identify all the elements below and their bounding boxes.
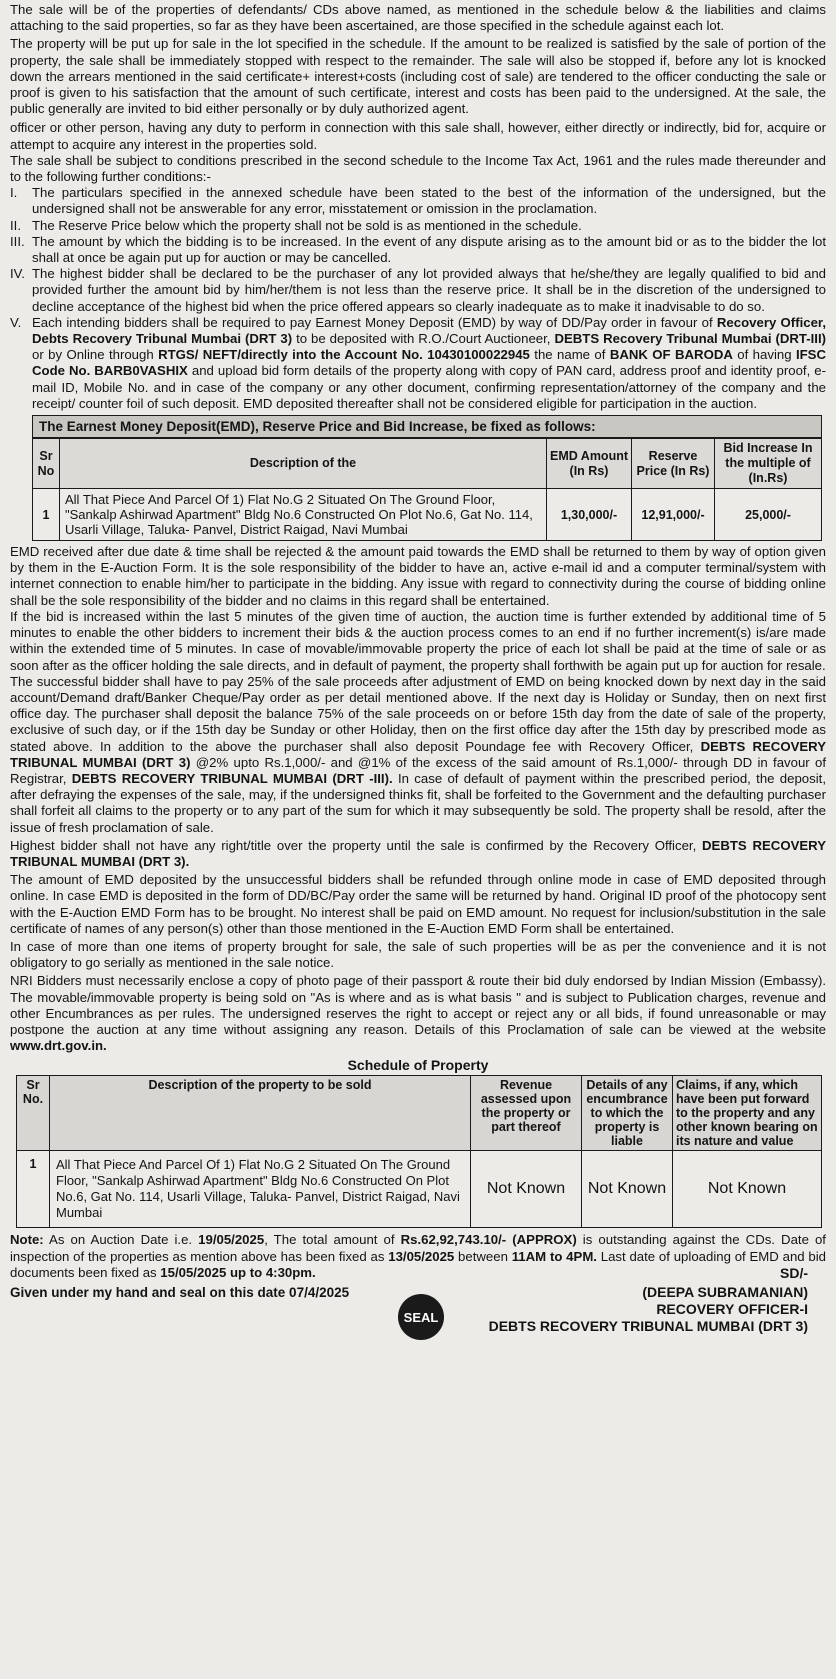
intro-paragraph-4: The sale shall be subject to conditions prescribed in the second schedule to the Income Tax Act, 1961 and the rules made thereunder and to the following further conditions:-: [10, 152, 826, 185]
emd-header-reserve: Reserve Price (In Rs): [632, 439, 715, 489]
seal-stamp: SEAL: [398, 1294, 444, 1340]
terms-paragraph-6: In case of more than one items of property brought for sale, the sale of such properties will be as per the convenience and it is not obligatory to go serially as mentioned in the sale notice.: [10, 938, 826, 971]
emd-header-increase: Bid Increase In the multiple of (In.Rs): [715, 439, 822, 489]
emd-header-desc: Description of the: [60, 439, 547, 489]
emd-cell-sr: 1: [33, 489, 60, 541]
tribunal-name: DEBTS RECOVERY TRIBUNAL MUMBAI (DRT 3): [488, 1318, 808, 1335]
officer-name: (DEEPA SUBRAMANIAN): [642, 1284, 808, 1301]
given-under-hand-line: Given under my hand and seal on this date 07/4/2025: [10, 1285, 350, 1301]
condition-4: IV. The highest bidder shall be declared to be the purchaser of any lot provided always that he/she/they are legally qualified to bid and provided further the amount bid by him/her/them is not less than the reserve price. It shall be in the discretion of the undersigned to decline acceptance of the highest bid when the price offered appears so clearly inadequate as to make it inadvisable to do so.: [10, 266, 826, 314]
terms-paragraph-2: If the bid is increased within the last 5 minutes of the given time of auction, the auction time is further extended by additional time of 5 minutes to enable the other bidders to increment their bids & the auction process comes to an end if no further increment(s) is/are made within the extended time of 5 minutes. In case of movable/immovable property the price of each lot shall be paid at the time of sale or as soon after as the officer holding the sale directs, and in default of payment, the property shall forthwith be again put up for auction for resale.: [10, 608, 826, 673]
schedule-table-row: [17, 1151, 822, 1228]
schedule-table-section: [16, 1075, 822, 1228]
schedule-cell-desc: All That Piece And Parcel Of 1) Flat No.G 2 Situated On The Ground Floor, "Sankalp Ashirwad Apartment" Bldg No.6 Constructed On Plot No.6, Gat No. 114, Usarli Village, Taluka- Panvel, District Raigad, Navi Mumbai: [50, 1151, 471, 1228]
emd-table-row: [33, 489, 822, 541]
signature-block: [489, 1284, 808, 1335]
condition-1: I. The particulars specified in the annexed schedule have been stated to the best of the information of the undersigned, but the undersigned shall not be answerable for any error, misstatement or omission in the proclamation.: [10, 185, 826, 217]
intro-paragraph-2: The property will be put up for sale in the lot specified in the schedule. If the amount to be realized is satisfied by the sale of portion of the property, the sale shall be immediately stopped with respect to the remainder. The sale will also be stopped if, before any lot is knocked down the arrears mentioned in the said certificate+ interest+costs (including cost of sale) are tendered to the officer conducting the sale or proof is given to his satisfaction that the amount of such certificate, interest and costs has been paid to the undersigned. At the sale, the public generally are invited to bid either personally or by duly authorized agent.: [10, 36, 826, 117]
schedule-cell-claims: Not Known: [673, 1151, 822, 1228]
schedule-header-revenue: Revenue assessed upon the property or part thereof: [471, 1076, 582, 1151]
notice-footer: [10, 1232, 826, 1362]
officer-role: RECOVERY OFFICER-I: [656, 1301, 808, 1318]
emd-table-band: The Earnest Money Deposit(EMD), Reserve Price and Bid Increase, be fixed as follows:: [32, 415, 822, 438]
schedule-title: Schedule of Property: [347, 1057, 489, 1074]
emd-cell-increase: 25,000/-: [715, 489, 822, 541]
schedule-cell-revenue: Not Known: [471, 1151, 582, 1228]
emd-table-section: [32, 415, 822, 541]
conditions-list: [10, 185, 826, 412]
condition-3: III. The amount by which the bidding is to be increased. In the event of any dispute arising as to the amount bid or as to the bidder the lot shall at once be again put up for auction or may be cancelled.: [10, 233, 826, 266]
terms-section: [10, 544, 826, 1054]
schedule-table: [16, 1075, 822, 1228]
emd-cell-emd: 1,30,000/-: [547, 489, 632, 541]
schedule-cell-encumbrance: Not Known: [582, 1151, 673, 1228]
schedule-cell-sr: 1: [17, 1151, 50, 1228]
signed-marker: SD/-: [780, 1265, 808, 1282]
intro-paragraph-1: The sale will be of the properties of defendants/ CDs above named, as mentioned in the schedule below & the liabilities and claims attaching to the said properties, so far as they have been ascertained, are those specified in the schedule against each lot.: [10, 2, 826, 34]
intro-paragraph-3: officer or other person, having any duty to perform in connection with this sale shall, however, either directly or indirectly, bid for, acquire or attempt to acquire any interest in the properties sold.: [10, 120, 826, 152]
emd-cell-desc: All That Piece And Parcel Of 1) Flat No.G 2 Situated On The Ground Floor, "Sankalp Ashirwad Apartment" Bldg No.6 Constructed On Plot No.6, Gat No. 114, Usarli Village, Taluka- Panvel, District Raigad, Navi Mumbai: [60, 489, 547, 541]
schedule-header-encumbrance: Details of any encumbrance to which the property is liable: [582, 1076, 673, 1151]
terms-paragraph-1: EMD received after due date & time shall be rejected & the amount paid towards the EMD shall be returned to them by way of option given by them in the E-Auction Form. It is the sole responsibility of the bidder to have an, active e-mail id and a computer terminal/system with internet connection to enable him/her to participate in the bidding. Any issue with regard to connectivity during the course of bidding online shall be the sole responsibility of the bidder and no claims in this regard shall be entertained.: [10, 544, 826, 608]
terms-paragraph-4: Highest bidder shall not have any right/title over the property until the sale is confirmed by the Recovery Officer, DEBTS RECOVERY TRIBUNAL MUMBAI (DRT 3).: [10, 837, 826, 869]
intro-section: [10, 0, 826, 185]
emd-header-emd: EMD Amount (In Rs): [547, 439, 632, 489]
terms-paragraph-5: The amount of EMD deposited by the unsuccessful bidders shall be refunded through online mode in case of EMD deposited through online. In case EMD is deposited in the form of DD/BC/Pay order the same will be returned by hand. Original ID proof of the photocopy sent with the E-Auction EMD Form has to be brought. No interest shall be paid on EMD amount. No request for inclusion/substitution in the sale certificate of names of any person(s) other than those mentioned in the E-Auction EMD Form shall be entertained.: [10, 872, 826, 936]
schedule-header-sr: Sr No.: [17, 1076, 50, 1151]
emd-table: [32, 438, 822, 541]
condition-5: V. Each intending bidders shall be required to pay Earnest Money Deposit (EMD) by way of DD/Pay order in favour of Recovery Officer, Debts Recovery Tribunal Mumbai (DRT 3) to be deposited with R.O./Court Auctioneer, DEBTS Recovery Tribunal Mumbai (DRT-III) or by Online through RTGS/ NEFT/directly into the Account No. 10430100022945 the name of BANK OF BARODA of having IFSC Code No. BARB0VASHIX and upload bid form details of the property along with copy of PAN card, address proof and identity proof, e-mail ID, Mobile No. and in case of the company or any other document, confirming representation/attorney of the company and the receipt/ counter foil of such deposit. EMD deposited thereafter shall not be considered eligible for participation in the auction.: [10, 314, 827, 411]
terms-paragraph-7: NRI Bidders must necessarily enclose a copy of photo page of their passport & route their bid duly endorsed by Indian Mission (Embassy). The movable/immovable property is being sold on "As is where and as is what basis " and is subject to Publication charges, revenue and other Encumbrances as per rules. The undersigned reserves the right to accept or reject any or all bids, if found unreasonable or may postpone the auction at any time without assigning any reason. Details of this Proclamation of sale can be viewed at the website www.drt.gov.in.: [10, 973, 826, 1054]
schedule-header-desc: Description of the property to be sold: [50, 1076, 471, 1151]
auction-note: Note: As on Auction Date i.e. 19/05/2025, The total amount of Rs.62,92,743.10/- (APPROX) is outstanding against the CDs. Date of inspection of the properties as mention above has been fixed as 13/05/2025 between 11AM to 4PM. Last date of uploading of EMD and bid documents been fixed as 15/05/2025 up to 4:30pm.: [10, 1232, 826, 1280]
terms-paragraph-3: The successful bidder shall have to pay 25% of the sale proceeds after adjustment of EMD on being knocked down by next day in the said account/Demand draft/Banker Cheque/Pay order as per detail mentioned above. If the next day is Holiday or Sunday, then on next first office day. The purchaser shall deposit the balance 75% of the sale proceeds on or before 15th day from the date of sale of the property, exclusive of such day, or if the 15th day be Sunday or other Holiday, then on the first office day after the 15th day by prescribed mode as stated above. In addition to the above the purchaser shall also deposit Poundage fee with Recovery Officer, DEBTS RECOVERY TRIBUNAL MUMBAI (DRT 3) @2% upto Rs.1,000/- and @1% of the excess of the said amount of Rs.1,000/- through DD in favour of Registrar, DEBTS RECOVERY TRIBUNAL MUMBAI (DRT -III). In case of default of payment within the prescribed period, the deposit, after defraying the expenses of the sale, may, if the undersigned thinks fit, shall be forfeited to the Government and the defaulting purchaser shall forfeit all claims to the property or to any part of the sum for which it may subsequently be sold. The property shall be resold, after the issue of fresh proclamation of sale.: [10, 673, 826, 835]
schedule-header-claims: Claims, if any, which have been put forward to the property and any other known bearing on its nature and value: [673, 1076, 822, 1151]
emd-cell-reserve: 12,91,000/-: [632, 489, 715, 541]
emd-header-sr: Sr No: [33, 439, 60, 489]
condition-2: II. The Reserve Price below which the property shall not be sold is as mentioned in the schedule.: [10, 217, 582, 233]
